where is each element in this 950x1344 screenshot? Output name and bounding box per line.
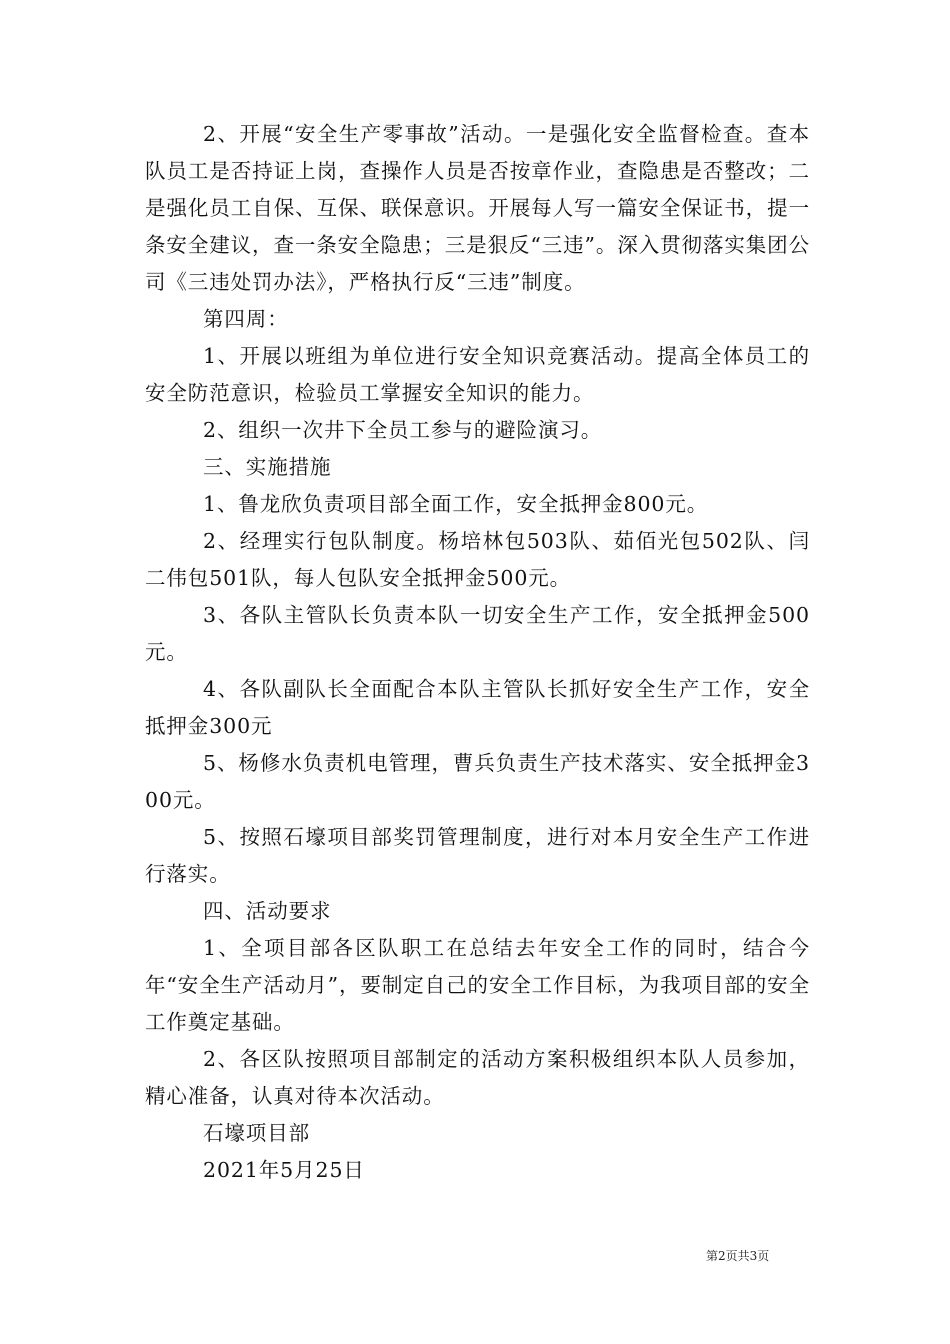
- paragraph-measure-2: 2、经理实行包队制度。杨培林包503队、茹佰光包502队、闫二伟包501队，每人包队安全抵押金500元。: [145, 529, 810, 590]
- heading-implementation-measures: 三、实施措施: [203, 455, 332, 479]
- paragraph-measure-3: 3、各队主管队长负责本队一切安全生产工作，安全抵押金500元。: [145, 603, 810, 664]
- paragraph-measure-4: 4、各队副队长全面配合本队主管队长抓好安全生产工作，安全抵押金300元: [145, 677, 810, 738]
- document-body: [145, 116, 810, 1189]
- paragraph-zero-accident-activity: 2、开展“安全生产零事故”活动。一是强化安全监督检查。查本队员工是否持证上岗，查操作人员是否按章作业，查隐患是否整改；二是强化员工自保、互保、联保意识。开展每人写一篇安全保证书，提一条安全建议，查一条安全隐患；三是狠反“三违”。深入贯彻落实集团公司《三违处罚办法》，严格执行反“三违”制度。: [145, 122, 810, 294]
- signature-date: 2021年5月25日: [203, 1158, 365, 1182]
- heading-activity-requirements: 四、活动要求: [203, 899, 332, 923]
- paragraph-measure-5: 5、杨修水负责机电管理，曹兵负责生产技术落实、安全抵押金300元。: [145, 751, 810, 812]
- signature-organization: 石壕项目部: [203, 1121, 310, 1145]
- paragraph-requirement-1: 1、全项目部各区队职工在总结去年安全工作的同时，结合今年“安全生产活动月”，要制定自己的安全工作目标，为我项目部的安全工作奠定基础。: [145, 936, 810, 1034]
- paragraph-measure-5b: 5、按照石壕项目部奖罚管理制度，进行对本月安全生产工作进行落实。: [145, 825, 810, 886]
- paragraph-requirement-2: 2、各区队按照项目部制定的活动方案积极组织本队人员参加，精心准备，认真对待本次活动。: [145, 1047, 810, 1108]
- paragraph-measure-1: 1、鲁龙欣负责项目部全面工作，安全抵押金800元。: [203, 492, 709, 516]
- paragraph-evacuation-drill: 2、组织一次井下全员工参与的避险演习。: [203, 418, 603, 442]
- page-number-footer: 第2页共3页: [706, 1249, 770, 1263]
- paragraph-knowledge-competition: 1、开展以班组为单位进行安全知识竞赛活动。提高全体员工的安全防范意识，检验员工掌握安全知识的能力。: [145, 344, 810, 405]
- heading-week-four: 第四周：: [203, 307, 289, 331]
